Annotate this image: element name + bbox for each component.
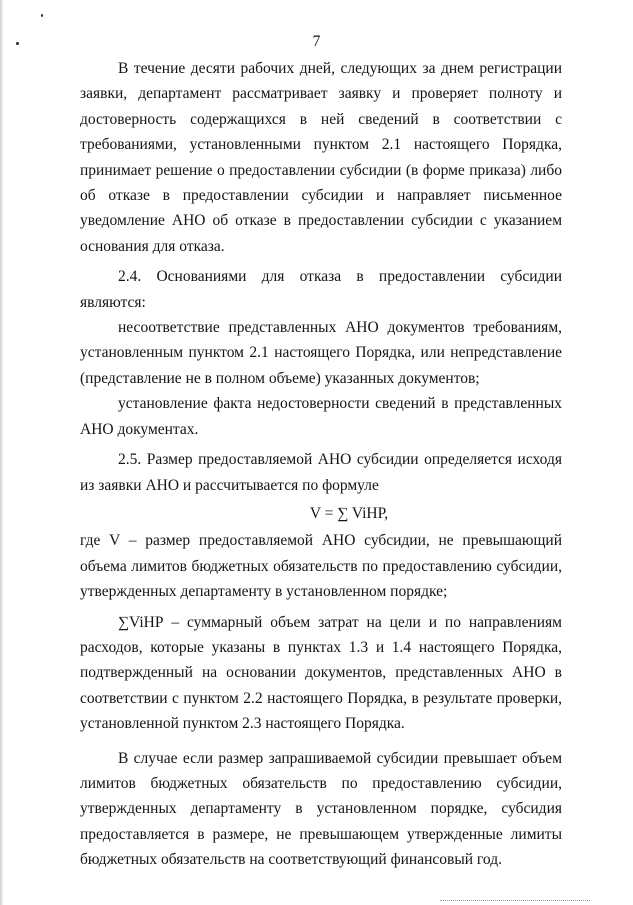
scan-artifact [440,898,590,901]
document-body [80,56,562,873]
paragraph-formula-definition-sum: ∑ViНР – суммарный объем затрат на цели и по направлениям расходов, которые указаны в пунктах 1.3 и 1.4 настоящего Порядка, подтвержденный на основании документов, представленных АНО в соответствии с пунктом 2.2 настоящего Порядка, в результате проверки, установленной пунктом 2.3 настоящего Порядка. [80,613,562,733]
paragraph-review-period: В течение десяти рабочих дней, следующих за днем регистрации заявки, департамент рассматривает заявку и проверяет полноту и достоверность содержащихся в ней сведений в соответствии с требованиями, установленными пунктом 2.1 настоящего Порядка, принимает решение о предоставлении субсидии (в форме приказа) либо об отказе в предоставлении субсидии и направляет письменное уведомление АНО об отказе в предоставлении субсидии с указанием основания для отказа. [80,60,562,255]
paragraph-refusal-reason-2: установление факта недостоверности сведений в представленных АНО документах. [80,395,562,438]
paragraph-formula-definition-v: где V – размер предоставляемой АНО субсидии, не превышающий объема лимитов бюджетных обязательств по предоставлению субсидии, утвержденных департаменту в установленном порядке; [80,532,562,601]
paragraph-refusal-reason-1: несоответствие представленных АНО документов требованиям, установленным пунктом 2.1 настоящего Порядка, или непредставление (представление не в полном объеме) указанных документов; [80,319,562,387]
subsidy-formula: V = ∑ ViНР, [309,504,389,522]
scan-edge [0,0,3,905]
paragraph-2-4-heading: 2.4. Основаниями для отказа в предоставлении субсидии являются: [80,268,562,311]
paragraph-limit-exceeded: В случае если размер запрашиваемой субсидии превышает объем лимитов бюджетных обязательств по предоставлению субсидии, утвержденных департаменту в установленном порядке, субсидия предоставляется в размере, не превышающем утвержденные лимиты бюджетных обязательств на соответствующий финансовый год. [80,749,562,869]
page-number: 7 [312,33,321,50]
paragraph-2-5: 2.5. Размер предоставляемой АНО субсидии определяется исходя из заявки АНО и рассчитывается по формуле [80,451,562,494]
scan-speck [41,14,43,17]
